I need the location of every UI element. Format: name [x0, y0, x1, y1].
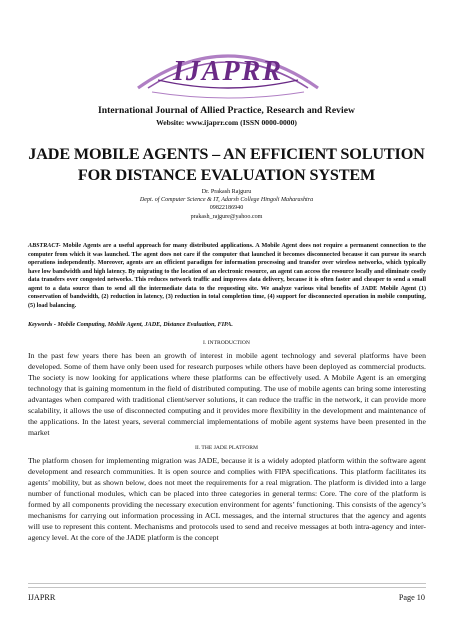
journal-arc-logo-icon [130, 30, 326, 102]
abstract [28, 242, 426, 310]
author-email: prakash_rajgure@yahoo.com [190, 213, 263, 220]
abstract-text: Mobile Agents are a useful approach for many distributed applications. A Mobile Agent does not require a permanent connection to the computer from which it was launched. The agent does not care if the computer that launched it becomes disconnected because it can pursue its search operations independently. Moreover, agents are an efficient paradigm for information processing and transfer over wireless networks, which typically have low bandwidth and high latency. By migrating to the location of an electronic resource, an agent can access the resource locally and eliminate costly data transfers over congested networks. This reduces network traffic and improves data delivery, because it is often faster and cheaper to send a small agent to a data source than to send all the intermediate data to the requesting site. We analyze various vital benefits of JADE Mobile Agent (1) conservation of bandwidth, (2) reduction in latency, (3) reduction in total completion time, (4) support for disconnected operation in mobile computing, (5) load balancing. [28, 243, 426, 309]
footer-journal-abbrev: IJAPRR [28, 593, 56, 602]
journal-title: International Journal of Allied Practice, Research and Review [97, 105, 356, 116]
author-affiliation: Dept. of Computer Science & IT, Adarsh College Hingoli Maharashtra [139, 197, 314, 204]
section-heading-jade-platform: II. THE JADE PLATFORM [195, 445, 258, 451]
author-name: Dr. Prakash Rajguru [201, 189, 252, 195]
journal-logo [130, 30, 326, 102]
author-block [0, 188, 453, 221]
section-body-jade-platform: The platform chosen for implementing migration was JADE, because it is a widely adopted platform within the software agent development and research communities. It is open source and complies with FIPA specifications. This platform facilitates its agents’ mobility, but as shown below, does not meet the requirements for a real migration. The platform is divided into a large number of functional modules, which can be placed into three categories in general terms: Core. The core of the platform is formed by all components providing the necessary execution environment for agents’ functioning. This consists of the agency’s mechanisms for carrying out information processing in ACL messages, and the internal structures that the agency and agents will use to represent this content. Mechanisms and protocols used to send and receive messages at both intra-agency and inter-agency level. At the core of the JADE platform is the concept [28, 456, 426, 542]
abstract-label: ABSTRACT- [28, 243, 61, 249]
page-number: Page 10 [398, 593, 425, 602]
keywords: Keywords - Mobile Computing, Mobile Agent, JADE, Distance Evaluation, FIPA. [28, 322, 233, 328]
footer-rule-thin [28, 587, 426, 588]
footer-rule-thick [28, 583, 426, 584]
section-body-introduction: In the past few years there has been an growth of interest in mobile agent technology and several platforms have been developed. Some of them have only been used for research purposes while others have been deployed as commercial products. The society is now looking for applications where these platforms can be effectively used. A Mobile Agent is an emerging technology that is gaining momentum in the field of distributed computing. The use of mobile agents can bring some interesting advantages when compared with traditional client/server solutions, it can reduce the traffic in the network, it can provide more scalability, it allows the use of disconnected computing and it provides more flexibility in the development and maintenance of the applications. In the latest years, several commercial implementations of mobile agent systems have been presented in the market [28, 351, 426, 437]
journal-website: Website: www.ijaprr.com (ISSN 0000-0000) [156, 118, 297, 127]
author-phone: 09822186940 [209, 205, 244, 212]
paper-title-line-2: FOR DISTANCE EVALUATION SYSTEM [77, 166, 376, 184]
paper-title-line-1: JADE MOBILE AGENTS – AN EFFICIENT SOLUTION [28, 145, 425, 163]
logo-text: IJAPRR [172, 56, 284, 87]
section-heading-introduction: I. INTRODUCTION [203, 340, 250, 346]
paper-title [20, 144, 433, 186]
